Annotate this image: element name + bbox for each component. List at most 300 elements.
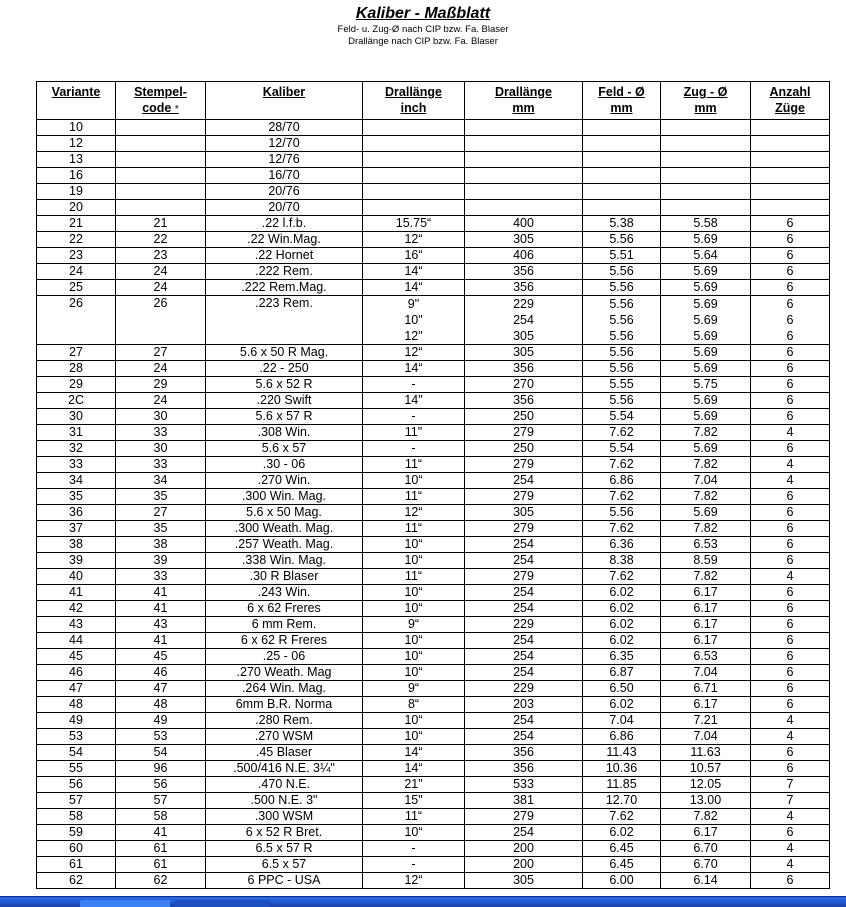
cell-stempelcode: 27 (116, 505, 206, 521)
cell-drallaenge-mm: 254 (465, 665, 583, 681)
cell-variante: 47 (37, 681, 116, 697)
cell-variante: 22 (37, 232, 116, 248)
cell-feld-diameter: 6.02 (583, 697, 661, 713)
sub-value: 5.56 (609, 297, 634, 311)
cell-stempelcode: 54 (116, 745, 206, 761)
table-row (37, 409, 830, 425)
cell-kaliber: .500 N.E. 3" (206, 793, 363, 809)
cell-drallaenge-mm: 250 (465, 409, 583, 425)
cell-feld-diameter: 6.36 (583, 537, 661, 553)
cell-anzahl-zuege: 6 (751, 441, 830, 457)
cell-variante: 58 (37, 809, 116, 825)
cell-zug-diameter: 11.63 (661, 745, 751, 761)
cell-zug-diameter: 7.04 (661, 665, 751, 681)
cell-stempelcode: 29 (116, 377, 206, 393)
cell-feld-diameter: 7.62 (583, 489, 661, 505)
cell-variante: 35 (37, 489, 116, 505)
cell-feld-diameter: 7.62 (583, 457, 661, 473)
cell-anzahl-zuege: 6 (751, 585, 830, 601)
cell-variante: 16 (37, 168, 116, 184)
cell-feld-diameter: 10.36 (583, 761, 661, 777)
cell-anzahl-zuege: 6 (751, 553, 830, 569)
cell-drallaenge-mm: 279 (465, 809, 583, 825)
cell-stempelcode: 24 (116, 264, 206, 280)
cell-stempelcode: 23 (116, 248, 206, 264)
cell-drallaenge-mm (465, 296, 583, 345)
cell-drallaenge-mm: 254 (465, 713, 583, 729)
cell-feld-diameter: 6.02 (583, 601, 661, 617)
cell-feld-diameter: 6.02 (583, 825, 661, 841)
cell-drallaenge-mm: 254 (465, 585, 583, 601)
cell-drallaenge-mm (465, 200, 583, 216)
cell-kaliber: .280 Rem. (206, 713, 363, 729)
cell-feld-diameter: 5.56 (583, 361, 661, 377)
cell-drallaenge-inch: 11" (363, 425, 465, 441)
cell-zug-diameter: 7.21 (661, 713, 751, 729)
cell-zug-diameter: 5.69 (661, 361, 751, 377)
cell-kaliber: .470 N.E. (206, 777, 363, 793)
cell-anzahl-zuege: 6 (751, 409, 830, 425)
cell-variante: 21 (37, 216, 116, 232)
cell-variante: 20 (37, 200, 116, 216)
cell-stempelcode: 53 (116, 729, 206, 745)
cell-zug-diameter: 6.53 (661, 537, 751, 553)
cell-zug-diameter: 5.69 (661, 280, 751, 296)
cell-anzahl-zuege (751, 152, 830, 168)
cell-variante: 37 (37, 521, 116, 537)
cell-zug-diameter: 5.69 (661, 393, 751, 409)
cell-anzahl-zuege: 6 (751, 537, 830, 553)
table-header-row (37, 82, 830, 120)
cell-drallaenge-inch (363, 120, 465, 136)
cell-drallaenge-mm: 356 (465, 761, 583, 777)
cell-stempelcode: 58 (116, 809, 206, 825)
col-header-stempelcode: Stempel- code * (116, 82, 206, 120)
cell-drallaenge-inch: 10“ (363, 649, 465, 665)
cell-feld-diameter: 5.56 (583, 345, 661, 361)
cell-stempelcode: 39 (116, 553, 206, 569)
cell-drallaenge-inch (363, 296, 465, 345)
cell-stempelcode: 21 (116, 216, 206, 232)
cell-drallaenge-mm (465, 152, 583, 168)
cell-feld-diameter: 5.51 (583, 248, 661, 264)
table-row (37, 809, 830, 825)
table-row (37, 553, 830, 569)
cell-stempelcode: 61 (116, 857, 206, 873)
cell-variante: 36 (37, 505, 116, 521)
cell-zug-diameter: 5.69 (661, 345, 751, 361)
cell-kaliber: .300 Win. Mag. (206, 489, 363, 505)
cell-drallaenge-inch: 11“ (363, 809, 465, 825)
cell-stempelcode: 30 (116, 441, 206, 457)
table-row (37, 168, 830, 184)
cell-kaliber: .300 Weath. Mag. (206, 521, 363, 537)
cell-feld-diameter (583, 136, 661, 152)
cell-drallaenge-mm: 254 (465, 633, 583, 649)
table-row (37, 393, 830, 409)
cell-zug-diameter (661, 168, 751, 184)
cell-variante: 34 (37, 473, 116, 489)
table-row (37, 184, 830, 200)
cell-kaliber: 5.6 x 57 (206, 441, 363, 457)
table-row (37, 633, 830, 649)
table-row (37, 425, 830, 441)
cell-variante: 54 (37, 745, 116, 761)
cell-kaliber: 20/70 (206, 200, 363, 216)
cell-drallaenge-mm: 356 (465, 264, 583, 280)
sub-value: 229 (513, 297, 534, 311)
cell-drallaenge-mm: 356 (465, 280, 583, 296)
cell-variante: 23 (37, 248, 116, 264)
cell-drallaenge-inch (363, 184, 465, 200)
cell-drallaenge-mm: 254 (465, 729, 583, 745)
cell-kaliber: .222 Rem.Mag. (206, 280, 363, 296)
table-row (37, 793, 830, 809)
cell-feld-diameter: 6.02 (583, 633, 661, 649)
cell-anzahl-zuege: 4 (751, 457, 830, 473)
cell-variante: 62 (37, 873, 116, 889)
cell-stempelcode: 41 (116, 633, 206, 649)
cell-zug-diameter: 5.75 (661, 377, 751, 393)
cell-kaliber: .30 - 06 (206, 457, 363, 473)
cell-kaliber: 16/70 (206, 168, 363, 184)
cell-feld-diameter (583, 296, 661, 345)
sub-value: 6 (786, 329, 794, 343)
cell-feld-diameter: 5.56 (583, 232, 661, 248)
cell-drallaenge-mm: 203 (465, 697, 583, 713)
cell-drallaenge-mm: 254 (465, 825, 583, 841)
cell-drallaenge-mm: 279 (465, 457, 583, 473)
table-row (37, 473, 830, 489)
cell-anzahl-zuege: 7 (751, 793, 830, 809)
cell-anzahl-zuege (751, 296, 830, 345)
cell-variante: 39 (37, 553, 116, 569)
cell-drallaenge-mm: 356 (465, 393, 583, 409)
cell-zug-diameter: 7.82 (661, 489, 751, 505)
cell-drallaenge-mm: 254 (465, 537, 583, 553)
cell-zug-diameter: 5.69 (661, 441, 751, 457)
cell-variante: 56 (37, 777, 116, 793)
cell-stempelcode: 47 (116, 681, 206, 697)
cell-drallaenge-inch: 16“ (363, 248, 465, 264)
cell-stempelcode (116, 168, 206, 184)
cell-kaliber: .257 Weath. Mag. (206, 537, 363, 553)
table-row (37, 729, 830, 745)
cell-drallaenge-inch: 21" (363, 777, 465, 793)
cell-variante: 31 (37, 425, 116, 441)
cell-zug-diameter: 10.57 (661, 761, 751, 777)
sub-value: 5.56 (609, 329, 634, 343)
cell-zug-diameter: 6.70 (661, 857, 751, 873)
cell-zug-diameter: 6.53 (661, 649, 751, 665)
cell-drallaenge-inch: 14“ (363, 361, 465, 377)
cell-drallaenge-inch: 14“ (363, 761, 465, 777)
table-row (37, 521, 830, 537)
cell-variante: 32 (37, 441, 116, 457)
cell-drallaenge-inch: - (363, 377, 465, 393)
cell-anzahl-zuege: 6 (751, 873, 830, 889)
cell-zug-diameter: 6.17 (661, 633, 751, 649)
cell-drallaenge-mm: 305 (465, 873, 583, 889)
cell-feld-diameter: 7.62 (583, 521, 661, 537)
cell-zug-diameter: 5.64 (661, 248, 751, 264)
cell-kaliber: 6 x 52 R Bret. (206, 825, 363, 841)
cell-stempelcode: 48 (116, 697, 206, 713)
cell-stempelcode: 45 (116, 649, 206, 665)
cell-zug-diameter: 6.17 (661, 617, 751, 633)
cell-anzahl-zuege: 4 (751, 425, 830, 441)
cell-drallaenge-mm: 305 (465, 232, 583, 248)
cell-stempelcode: 41 (116, 601, 206, 617)
cell-drallaenge-mm: 254 (465, 473, 583, 489)
cell-stempelcode (116, 152, 206, 168)
cell-variante: 28 (37, 361, 116, 377)
cell-stempelcode: 24 (116, 393, 206, 409)
cell-feld-diameter: 5.56 (583, 280, 661, 296)
cell-kaliber: .222 Rem. (206, 264, 363, 280)
cell-stempelcode: 43 (116, 617, 206, 633)
cell-drallaenge-inch: 10“ (363, 729, 465, 745)
cell-drallaenge-inch: 10“ (363, 713, 465, 729)
cell-drallaenge-inch: 10“ (363, 601, 465, 617)
sub-value: 6 (786, 297, 794, 311)
sub-value: 5.69 (693, 329, 718, 343)
cell-feld-diameter: 6.87 (583, 665, 661, 681)
cell-kaliber: 5.6 x 52 R (206, 377, 363, 393)
cell-drallaenge-inch: 10“ (363, 473, 465, 489)
sub-value: 5.69 (693, 297, 718, 311)
cell-kaliber: 6mm B.R. Norma (206, 697, 363, 713)
cell-kaliber: 6 PPC - USA (206, 873, 363, 889)
cell-drallaenge-inch: 12“ (363, 505, 465, 521)
cell-drallaenge-inch (363, 152, 465, 168)
cell-anzahl-zuege: 4 (751, 713, 830, 729)
sub-value: 9" (407, 297, 420, 311)
cell-drallaenge-inch: - (363, 857, 465, 873)
table-row (37, 136, 830, 152)
cell-zug-diameter: 7.82 (661, 457, 751, 473)
cell-kaliber: 6 mm Rem. (206, 617, 363, 633)
cell-anzahl-zuege: 6 (751, 361, 830, 377)
cell-stempelcode: 56 (116, 777, 206, 793)
cell-kaliber: 12/76 (206, 152, 363, 168)
cell-kaliber: .22 l.f.b. (206, 216, 363, 232)
cell-zug-diameter: 6.70 (661, 841, 751, 857)
cell-feld-diameter: 5.54 (583, 409, 661, 425)
cell-kaliber: .45 Blaser (206, 745, 363, 761)
cell-anzahl-zuege: 4 (751, 857, 830, 873)
cell-zug-diameter: 5.69 (661, 232, 751, 248)
cell-kaliber: .30 R Blaser (206, 569, 363, 585)
cell-kaliber: .22 Win.Mag. (206, 232, 363, 248)
cell-stempelcode: 35 (116, 489, 206, 505)
cell-drallaenge-inch: 12“ (363, 232, 465, 248)
table-row (37, 505, 830, 521)
cell-zug-diameter: 12.05 (661, 777, 751, 793)
col-header-variante: Variante (37, 82, 116, 120)
subtitle-twist-source: Drallänge nach CIP bzw. Fa. Blaser (348, 36, 498, 47)
cell-feld-diameter (583, 152, 661, 168)
cell-drallaenge-mm (465, 120, 583, 136)
cell-variante: 49 (37, 713, 116, 729)
col-header-anzahl-zuege: Anzahl Züge (751, 82, 830, 120)
cell-drallaenge-mm (465, 184, 583, 200)
cell-drallaenge-mm: 270 (465, 377, 583, 393)
cell-zug-diameter: 5.69 (661, 505, 751, 521)
cell-drallaenge-inch: - (363, 441, 465, 457)
cell-drallaenge-inch: 15.75“ (363, 216, 465, 232)
cell-zug-diameter: 6.17 (661, 601, 751, 617)
table-row (37, 296, 830, 345)
cell-feld-diameter: 5.38 (583, 216, 661, 232)
cell-stempelcode: 26 (116, 296, 206, 345)
cell-drallaenge-mm: 254 (465, 601, 583, 617)
cell-anzahl-zuege: 6 (751, 697, 830, 713)
document-header (0, 4, 846, 48)
cell-stempelcode (116, 184, 206, 200)
sub-value: 305 (513, 329, 534, 343)
cell-feld-diameter: 6.50 (583, 681, 661, 697)
cell-anzahl-zuege: 6 (751, 280, 830, 296)
cell-anzahl-zuege (751, 168, 830, 184)
col-header-kaliber: Kaliber (206, 82, 363, 120)
cell-stempelcode: 46 (116, 665, 206, 681)
cell-zug-diameter: 7.82 (661, 569, 751, 585)
cell-drallaenge-inch (363, 200, 465, 216)
cell-variante: 26 (37, 296, 116, 345)
cell-anzahl-zuege: 6 (751, 248, 830, 264)
cell-anzahl-zuege: 6 (751, 489, 830, 505)
table-body (37, 120, 830, 889)
sub-value: 6 (786, 313, 794, 327)
cell-kaliber: 5.6 x 50 R Mag. (206, 345, 363, 361)
cell-stempelcode: 35 (116, 521, 206, 537)
cell-drallaenge-mm: 279 (465, 489, 583, 505)
cell-stempelcode (116, 136, 206, 152)
cell-kaliber: .270 Weath. Mag (206, 665, 363, 681)
cell-anzahl-zuege: 6 (751, 216, 830, 232)
cell-anzahl-zuege: 6 (751, 617, 830, 633)
cell-feld-diameter: 6.35 (583, 649, 661, 665)
cell-drallaenge-mm (465, 136, 583, 152)
cell-feld-diameter: 7.62 (583, 569, 661, 585)
cell-stempelcode: 33 (116, 425, 206, 441)
cell-feld-diameter: 5.56 (583, 505, 661, 521)
cell-feld-diameter: 6.45 (583, 841, 661, 857)
cell-zug-diameter (661, 120, 751, 136)
cell-drallaenge-inch (363, 136, 465, 152)
cell-anzahl-zuege: 6 (751, 264, 830, 280)
cell-drallaenge-mm: 200 (465, 841, 583, 857)
cell-stempelcode: 57 (116, 793, 206, 809)
table-row (37, 681, 830, 697)
cell-stempelcode: 61 (116, 841, 206, 857)
table-row (37, 697, 830, 713)
cell-drallaenge-inch: 12“ (363, 345, 465, 361)
cell-feld-diameter: 7.04 (583, 713, 661, 729)
cell-drallaenge-inch: 10“ (363, 825, 465, 841)
table-row (37, 457, 830, 473)
cell-zug-diameter: 7.82 (661, 809, 751, 825)
cell-anzahl-zuege: 4 (751, 729, 830, 745)
cell-anzahl-zuege: 6 (751, 345, 830, 361)
cell-kaliber: .22 Hornet (206, 248, 363, 264)
cell-stempelcode: 96 (116, 761, 206, 777)
cell-variante: 44 (37, 633, 116, 649)
cell-variante: 41 (37, 585, 116, 601)
cell-kaliber: .500/416 N.E. 3¼" (206, 761, 363, 777)
table-row (37, 345, 830, 361)
cell-kaliber: .264 Win. Mag. (206, 681, 363, 697)
table-row (37, 569, 830, 585)
table-row (37, 857, 830, 873)
cell-stempelcode: 41 (116, 825, 206, 841)
cell-stempelcode (116, 120, 206, 136)
table-row (37, 825, 830, 841)
cell-feld-diameter: 6.02 (583, 585, 661, 601)
cell-zug-diameter: 7.04 (661, 729, 751, 745)
subtitle-diameter-source: Feld- u. Zug-Ø nach CIP bzw. Fa. Blaser (337, 24, 509, 35)
cell-feld-diameter: 6.86 (583, 729, 661, 745)
cell-feld-diameter: 11.43 (583, 745, 661, 761)
cell-kaliber: 6 x 62 Freres (206, 601, 363, 617)
cell-kaliber: 20/76 (206, 184, 363, 200)
cell-feld-diameter: 11.85 (583, 777, 661, 793)
cell-drallaenge-mm: 279 (465, 425, 583, 441)
table-row (37, 617, 830, 633)
cell-variante: 45 (37, 649, 116, 665)
cell-kaliber: 5.6 x 57 R (206, 409, 363, 425)
cell-feld-diameter: 5.54 (583, 441, 661, 457)
cell-drallaenge-inch: 14" (363, 393, 465, 409)
cell-stempelcode: 34 (116, 473, 206, 489)
cell-anzahl-zuege: 6 (751, 505, 830, 521)
cell-variante: 38 (37, 537, 116, 553)
cell-variante: 24 (37, 264, 116, 280)
cell-zug-diameter: 6.17 (661, 825, 751, 841)
table-row (37, 120, 830, 136)
cell-anzahl-zuege: 6 (751, 665, 830, 681)
cell-feld-diameter: 7.62 (583, 809, 661, 825)
cell-drallaenge-inch: 10“ (363, 585, 465, 601)
sub-value: 254 (513, 313, 534, 327)
cell-kaliber: .25 - 06 (206, 649, 363, 665)
cell-anzahl-zuege: 6 (751, 232, 830, 248)
cell-kaliber: .220 Swift (206, 393, 363, 409)
cell-drallaenge-mm (465, 168, 583, 184)
cell-variante: 13 (37, 152, 116, 168)
cell-zug-diameter: 5.58 (661, 216, 751, 232)
cell-anzahl-zuege: 6 (751, 649, 830, 665)
cell-drallaenge-inch: - (363, 841, 465, 857)
table-row (37, 841, 830, 857)
cell-feld-diameter (583, 200, 661, 216)
cell-drallaenge-mm: 229 (465, 681, 583, 697)
cell-zug-diameter: 6.71 (661, 681, 751, 697)
cell-kaliber: .270 WSM (206, 729, 363, 745)
cell-variante: 55 (37, 761, 116, 777)
cell-anzahl-zuege (751, 200, 830, 216)
cell-anzahl-zuege: 6 (751, 745, 830, 761)
cell-stempelcode: 24 (116, 361, 206, 377)
cell-drallaenge-mm: 254 (465, 553, 583, 569)
cell-kaliber: 28/70 (206, 120, 363, 136)
col-header-drallaenge-mm: Drallänge mm (465, 82, 583, 120)
cell-drallaenge-mm: 254 (465, 649, 583, 665)
cell-kaliber: .308 Win. (206, 425, 363, 441)
cell-drallaenge-inch: 15" (363, 793, 465, 809)
cell-variante: 19 (37, 184, 116, 200)
